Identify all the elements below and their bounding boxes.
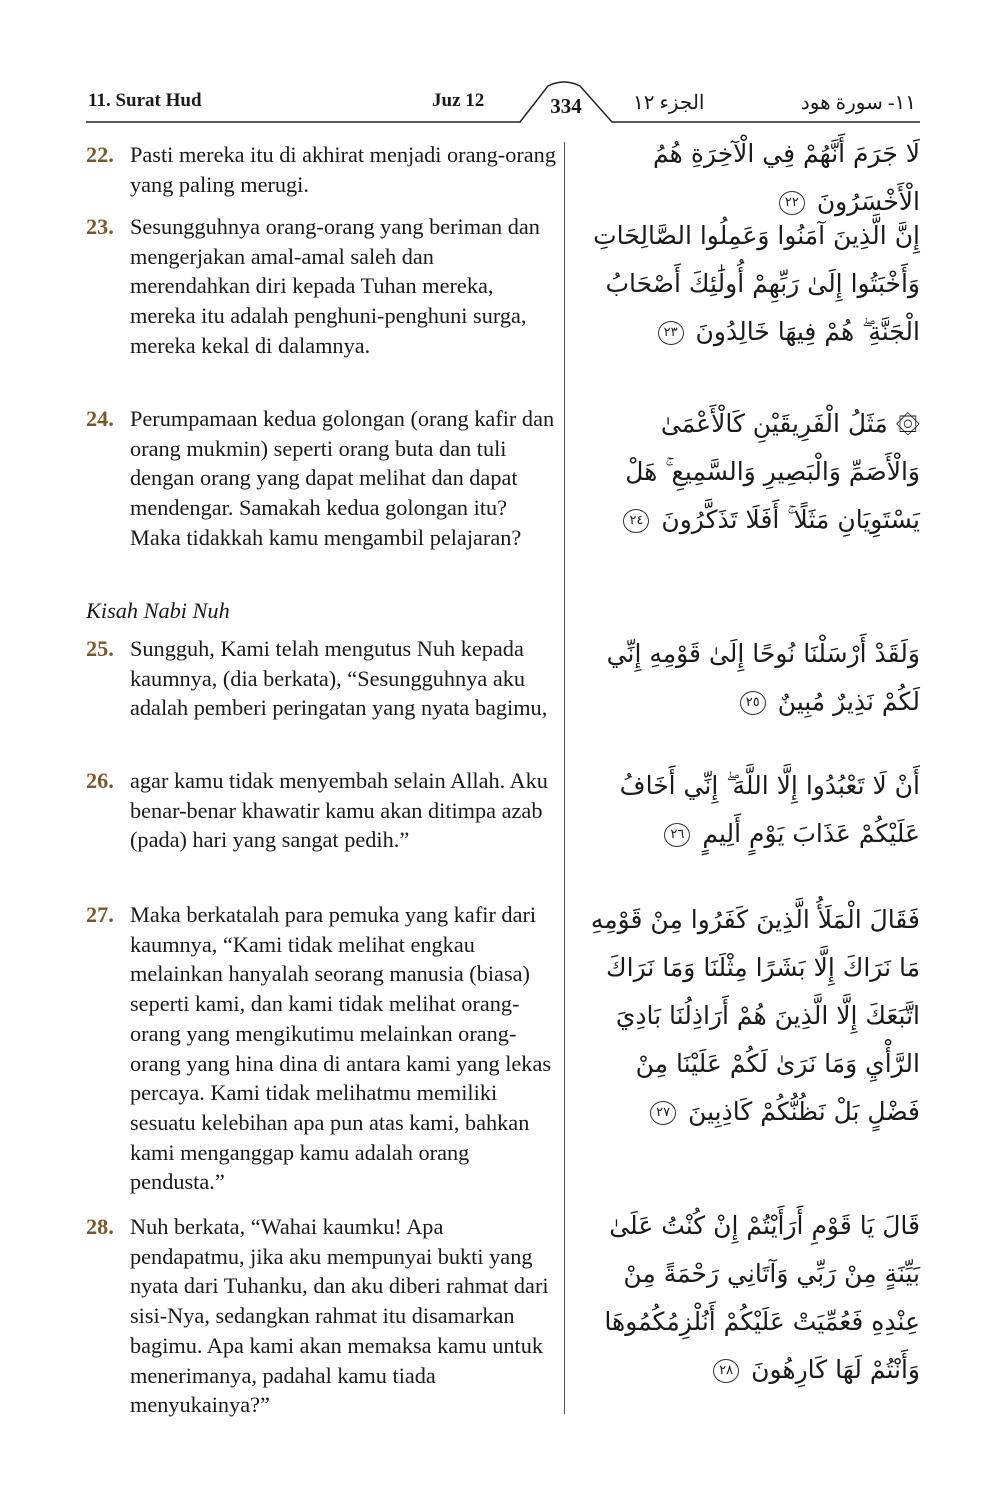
verse-number: 27.: [86, 902, 114, 927]
column-divider: [564, 142, 565, 1414]
verse-arabic-28: [590, 1202, 920, 1394]
verse-translation-23: [86, 212, 556, 361]
ayah-end-marker: ٢٦: [664, 823, 690, 847]
verse-text: Perumpamaan kedua golongan (orang kafir dan orang mukmin) seperti orang buta dan tuli dengan orang yang dapat melihat dan dapat mendengar. Samakah kedua golongan itu? Maka tidakkah kamu mengambil pelajaran?: [130, 406, 555, 550]
ayah-end-marker: ٢٨: [713, 1359, 739, 1383]
verse-number: 23.: [86, 214, 114, 239]
surah-title-arabic: ١١- سورة هود: [800, 92, 916, 114]
verse-text: Maka berkatalah para pemuka yang kafir dari kaumnya, “Kami tidak melihat engkau melainkan hanyalah seorang manusia (biasa) seperti kami, dan kami tidak melihat orang-orang yang mengikutimu melainkan orang-orang yang hina dina di antara kami yang lekas percaya. Kami tidak melihatmu memiliki sesuatu kelebihan apa pun atas kami, bahkan kami menganggap kamu adalah orang pendusta.”: [130, 902, 552, 1195]
arabic-text: ۞ مَثَلُ الْفَرِيقَيْنِ كَالْأَعْمَىٰ وَالْأَصَمِّ وَالْبَصِيرِ وَالسَّمِيعِ ۚ هَلْ يَسْتَوِيَانِ مَثَلًا ۚ أَفَلَا تَذَكَّرُونَ: [625, 409, 920, 534]
verse-text: Sungguh, Kami telah mengutus Nuh kepada kaumnya, (dia berkata), “Sesungguhnya aku adalah pemberi peringatan yang nyata bagimu,: [130, 636, 548, 721]
verse-arabic-25: [590, 630, 920, 726]
arabic-text: أَنْ لَا تَعْبُدُوا إِلَّا اللَّهَ ۖ إِنِّي أَخَافُ عَلَيْكُمْ عَذَابَ يَوْمٍ أَلِيمٍ: [619, 771, 920, 848]
juz-label-arabic: الجزء ١٢: [633, 92, 705, 114]
verse-number: 26.: [86, 768, 114, 793]
surah-title-latin: 11. Surat Hud: [88, 90, 202, 111]
verse-arabic-24: [590, 400, 920, 544]
ayah-end-marker: ٢٣: [658, 321, 684, 345]
arabic-text: وَلَقَدْ أَرْسَلْنَا نُوحًا إِلَىٰ قَوْمِهِ إِنِّي لَكُمْ نَذِيرٌ مُبِينٌ: [606, 639, 920, 716]
verse-arabic-27: [590, 896, 920, 1136]
verse-number: 22.: [86, 142, 114, 167]
page-number: 334: [550, 94, 582, 118]
verse-text: Sesungguhnya orang-orang yang beriman dan mengerjakan amal-amal saleh dan merendahkan diri kepada Tuhan mereka, mereka itu adalah penghuni-penghuni surga, mereka kekal di dalamnya.: [130, 214, 540, 358]
verse-translation-28: [86, 1212, 556, 1420]
verse-text: Pasti mereka itu di akhirat menjadi orang-orang yang paling merugi.: [130, 142, 556, 197]
juz-label-latin: Juz 12: [432, 90, 485, 111]
page-header: [0, 0, 1000, 130]
verse-number: 25.: [86, 636, 114, 661]
ayah-end-marker: ٢٧: [650, 1101, 676, 1125]
verse-arabic-23: [590, 212, 920, 356]
verse-text: Nuh berkata, “Wahai kaumku! Apa pendapatmu, jika aku mempunyai bukti yang nyata dari Tuhanku, dan aku diberi rahmat dari sisi-Nya, sedangkan rahmat itu disamarkan bagimu. Apa kami akan memaksa kamu untuk menerimanya, padahal kamu tiada menyukainya?”: [130, 1214, 549, 1418]
verse-arabic-26: [590, 762, 920, 858]
ayah-end-marker: ٢٥: [740, 691, 766, 715]
arabic-text: قَالَ يَا قَوْمِ أَرَأَيْتُمْ إِنْ كُنْتُ عَلَىٰ بَيِّنَةٍ مِنْ رَبِّي وَآتَانِي رَحْمَةً مِنْ عِنْدِهِ فَعُمِّيَتْ عَلَيْكُمْ أَنُلْزِمُكُمُوهَا وَأَنْتُمْ لَهَا كَارِهُونَ: [604, 1211, 920, 1384]
verse-translation-22: [86, 140, 556, 199]
arabic-text: لَا جَرَمَ أَنَّهُمْ فِي الْآخِرَةِ هُمُ الْأَخْسَرُونَ: [653, 139, 920, 216]
verse-text: agar kamu tidak menyembah selain Allah. Aku benar-benar khawatir kamu akan ditimpa azab (pada) hari yang sangat pedih.”: [130, 768, 548, 853]
section-heading: Kisah Nabi Nuh: [86, 598, 230, 623]
verse-translation-25: [86, 634, 556, 723]
verse-translation-26: [86, 766, 556, 855]
verse-translation-27: [86, 900, 556, 1197]
verse-translation-24: [86, 404, 556, 553]
ayah-end-marker: ٢٢: [779, 191, 805, 215]
verse-number: 24.: [86, 406, 114, 431]
arabic-text: إِنَّ الَّذِينَ آمَنُوا وَعَمِلُوا الصَّالِحَاتِ وَأَخْبَتُوا إِلَىٰ رَبِّهِمْ أُولَٰئِكَ أَصْحَابُ الْجَنَّةِ ۖ هُمْ فِيهَا خَالِدُونَ: [593, 221, 920, 346]
arabic-text: فَقَالَ الْمَلَأُ الَّذِينَ كَفَرُوا مِنْ قَوْمِهِ مَا نَرَاكَ إِلَّا بَشَرًا مِثْلَنَا وَمَا نَرَاكَ اتَّبَعَكَ إِلَّا الَّذِينَ هُمْ أَرَاذِلُنَا بَادِيَ الرَّأْيِ وَمَا نَرَىٰ لَكُمْ عَلَيْنَا مِنْ فَضْلٍ بَلْ نَظُنُّكُمْ كَاذِبِينَ: [590, 905, 920, 1126]
ayah-end-marker: ٢٤: [623, 509, 649, 533]
verse-number: 28.: [86, 1214, 114, 1239]
